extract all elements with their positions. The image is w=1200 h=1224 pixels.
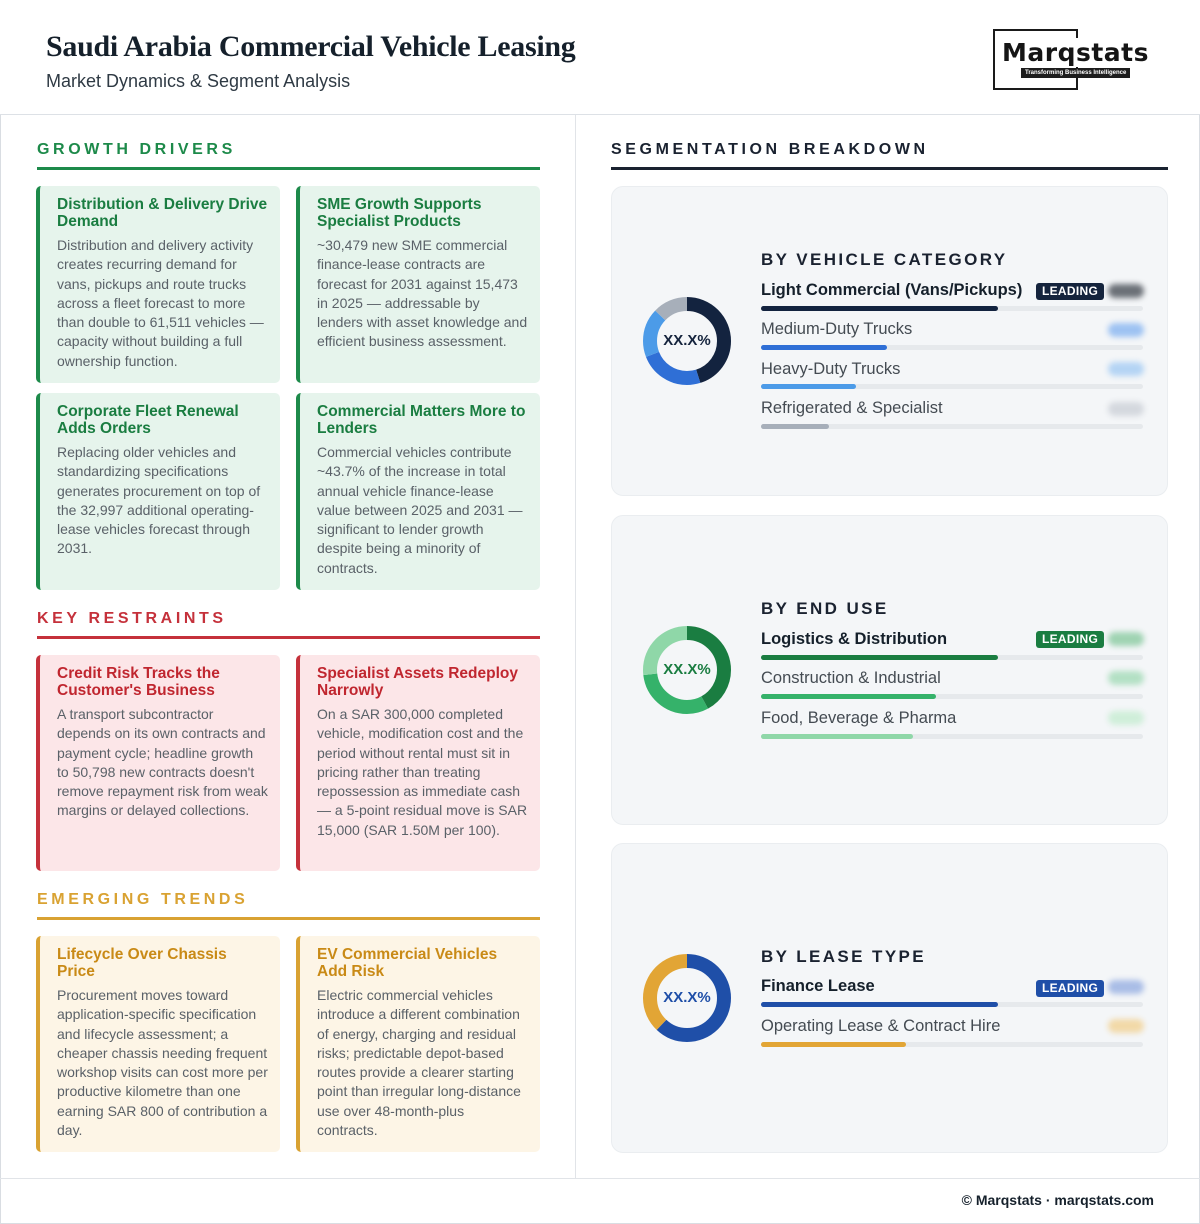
emerging-trends-heading: EMERGING TRENDS bbox=[37, 891, 249, 908]
card-body: A transport subcontractor depends on its own contracts and payment cycle; headline growth to 50,798 new contracts doesn't remove repayment risk from weak margins or delayed collections. bbox=[57, 706, 268, 819]
card-body: ~30,479 new SME commercial finance-lease contracts are forecast for 2031 against 15,473 in 2025 — addressable by lenders with asset knowledge and efficient business assessment. bbox=[317, 237, 528, 350]
growth-driver-card bbox=[296, 186, 540, 383]
segmentation-rule bbox=[611, 167, 1168, 170]
hidden-value bbox=[1108, 711, 1144, 725]
footer-credit: © Marqstats · marqstats.com bbox=[961, 1192, 1154, 1208]
growth-driver-card bbox=[36, 186, 280, 383]
segment-bar-fill bbox=[761, 655, 998, 660]
hidden-value bbox=[1108, 402, 1144, 416]
column-divider bbox=[575, 115, 576, 1178]
segment-bar-fill bbox=[761, 384, 856, 389]
card-title: SME Growth Supports Specialist Products bbox=[317, 196, 482, 230]
lease-type-title: BY LEASE TYPE bbox=[761, 947, 927, 966]
page-subtitle: Market Dynamics & Segment Analysis bbox=[46, 71, 351, 91]
end-use-donut-label: XX.X% bbox=[663, 661, 711, 678]
card-body: On a SAR 300,000 completed vehicle, modification cost and the period without rental must sit in pricing rather than treating repossession as immediate cash — a 5-point residual move is SAR 15,000 (SAR 1.50M per 100). bbox=[317, 706, 528, 838]
segment-row-label: Light Commercial (Vans/Pickups) bbox=[761, 281, 1023, 299]
footer-divider bbox=[0, 1178, 1200, 1179]
segment-bar-fill bbox=[761, 694, 936, 699]
trend-card bbox=[36, 936, 280, 1152]
card-body: Procurement moves toward application-specific specification and lifecycle assessment; a cheaper chassis needing frequent workshop visits can cost more per productive kilometre than one earning SAR 800 of contribution a day. bbox=[57, 987, 268, 1139]
end-use-title: BY END USE bbox=[761, 599, 889, 618]
card-title: EV Commercial Vehicles Add Risk bbox=[317, 946, 498, 980]
lease-type-donut-label: XX.X% bbox=[663, 989, 711, 1006]
segment-bar-track bbox=[761, 655, 1143, 660]
segment-row-label: Logistics & Distribution bbox=[761, 630, 948, 648]
card-title: Distribution & Delivery Drive Demand bbox=[57, 196, 268, 230]
segment-row-label: Refrigerated & Specialist bbox=[761, 399, 943, 417]
segment-bar-track bbox=[761, 306, 1143, 311]
card-title: Lifecycle Over Chassis Price bbox=[57, 946, 227, 980]
segment-bar-fill bbox=[761, 1042, 906, 1047]
growth-driver-card bbox=[36, 393, 280, 590]
segment-bar-track bbox=[761, 1042, 1143, 1047]
logo: Marqstats bbox=[1002, 38, 1150, 67]
hidden-value bbox=[1108, 323, 1144, 337]
logo-tagline: Transforming Business Intelligence bbox=[1021, 68, 1130, 78]
segment-bar-track bbox=[761, 734, 1143, 739]
segment-bar-fill bbox=[761, 345, 887, 350]
hidden-value bbox=[1108, 980, 1144, 994]
card-title: Commercial Matters More to Lenders bbox=[317, 403, 526, 437]
segment-bar-fill bbox=[761, 734, 913, 739]
growth-drivers-heading: GROWTH DRIVERS bbox=[37, 141, 236, 158]
card-body: Replacing older vehicles and standardizing specifications generates procurement on top of the 32,997 additional operating-lease vehicles forecast through 2031. bbox=[57, 444, 261, 557]
segment-row-label: Medium-Duty Trucks bbox=[761, 320, 913, 338]
card-title: Credit Risk Tracks the Customer's Business bbox=[57, 665, 220, 699]
leading-badge: LEADING bbox=[1036, 283, 1104, 300]
card-body: Commercial vehicles contribute ~43.7% of the increase in total annual vehicle finance-lease value between 2025 and 2031 — significant to lender growth despite being a minority of contracts. bbox=[317, 444, 523, 576]
segment-bar-track bbox=[761, 1002, 1143, 1007]
vehicle-category-title: BY VEHICLE CATEGORY bbox=[761, 250, 1008, 269]
card-title: Specialist Assets Redeploy Narrowly bbox=[317, 665, 519, 699]
hidden-value bbox=[1108, 632, 1144, 646]
segment-bar-track bbox=[761, 424, 1143, 429]
growth-drivers-rule bbox=[37, 167, 540, 170]
segment-row-label: Construction & Industrial bbox=[761, 669, 941, 687]
segmentation-heading: SEGMENTATION BREAKDOWN bbox=[611, 141, 929, 158]
segment-bar-track bbox=[761, 345, 1143, 350]
hidden-value bbox=[1108, 362, 1144, 376]
key-restraints-rule bbox=[37, 636, 540, 639]
restraint-card bbox=[296, 655, 540, 871]
segment-bar-track bbox=[761, 694, 1143, 699]
segment-bar-fill bbox=[761, 306, 998, 311]
leading-badge: LEADING bbox=[1036, 980, 1104, 997]
restraint-card bbox=[36, 655, 280, 871]
vehicle-category-donut-label: XX.X% bbox=[663, 332, 711, 349]
page-header bbox=[0, 0, 1200, 115]
card-body: Distribution and delivery activity creates recurring demand for vans, pickups and route trucks across a fleet forecast to more than double to 61,511 vehicles — capacity without building a full ownership function. bbox=[57, 237, 264, 369]
page-title: Saudi Arabia Commercial Vehicle Leasing bbox=[46, 30, 576, 63]
hidden-value bbox=[1108, 1019, 1144, 1033]
segment-bar-fill bbox=[761, 424, 829, 429]
key-restraints-heading: KEY RESTRAINTS bbox=[37, 610, 227, 627]
hidden-value bbox=[1108, 671, 1144, 685]
card-title: Corporate Fleet Renewal Adds Orders bbox=[57, 403, 239, 437]
emerging-trends-rule bbox=[37, 917, 540, 920]
segment-row-label: Finance Lease bbox=[761, 977, 875, 995]
segment-row-label: Heavy-Duty Trucks bbox=[761, 360, 901, 378]
leading-badge: LEADING bbox=[1036, 631, 1104, 648]
card-body: Electric commercial vehicles introduce a different combination of energy, charging and residual risks; predictable depot-based routes provide a clearer starting point than irregular long-distance use over 48-month-plus contracts. bbox=[317, 987, 521, 1139]
hidden-value bbox=[1108, 284, 1144, 298]
trend-card bbox=[296, 936, 540, 1152]
segment-bar-track bbox=[761, 384, 1143, 389]
segment-row-label: Operating Lease & Contract Hire bbox=[761, 1017, 1001, 1035]
growth-driver-card bbox=[296, 393, 540, 590]
segment-row-label: Food, Beverage & Pharma bbox=[761, 709, 957, 727]
segment-bar-fill bbox=[761, 1002, 998, 1007]
